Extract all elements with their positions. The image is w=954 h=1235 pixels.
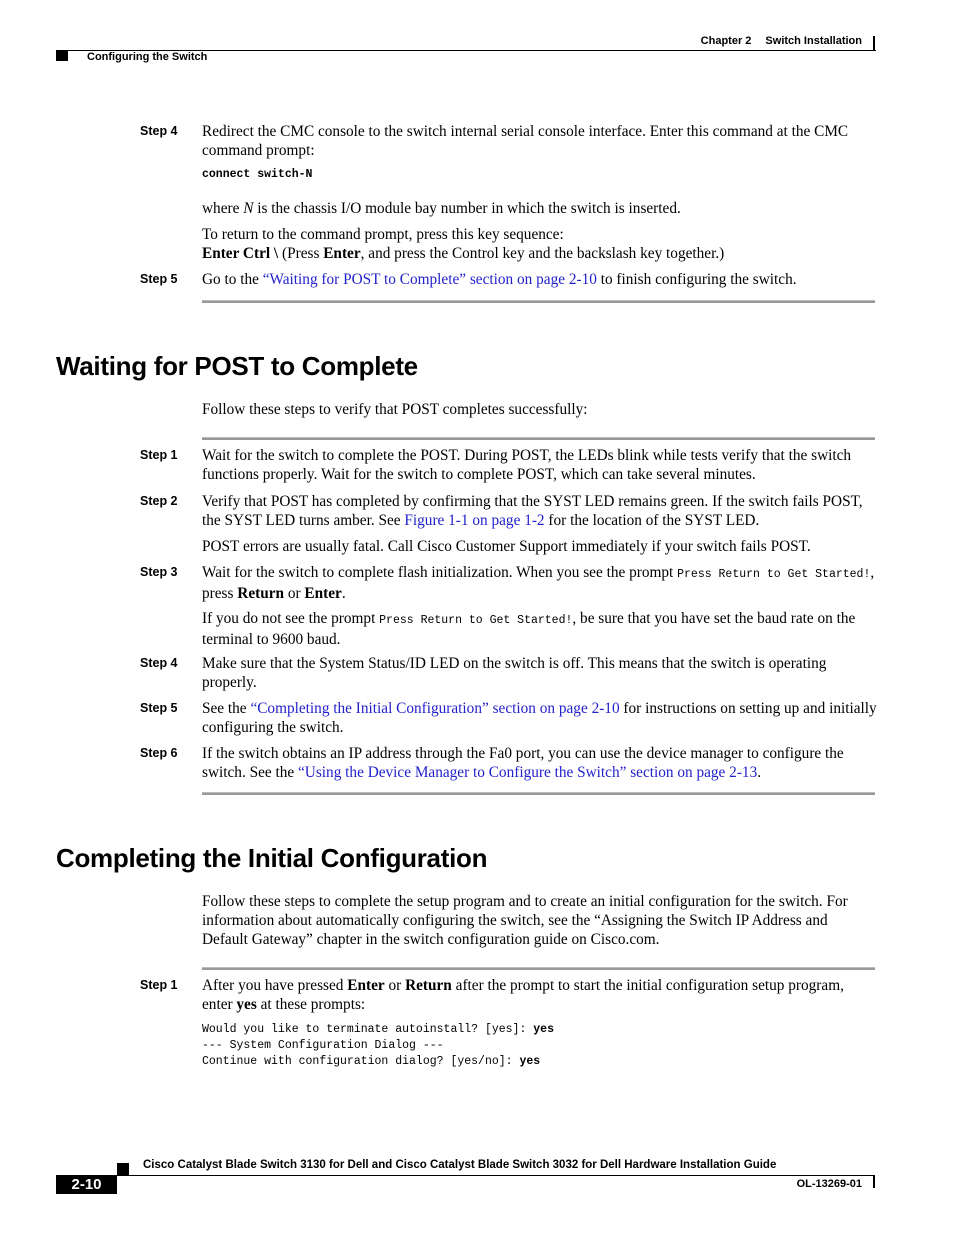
step-text: After you have pressed Enter or Return after the prompt to start the initial configuration setup program, enter yes at these prompts: — [202, 977, 844, 1013]
section-intro: Follow these steps to complete the setup program and to create an initial configuration for the switch. For information about automatically configuring the switch, see the “Assigning the Switch IP Address and Default Gateway” chapter in the switch configuration guide on Cisco.com. — [202, 893, 848, 948]
document-number: OL-13269-01 — [796, 1178, 862, 1190]
procedure-start-rule — [202, 437, 875, 440]
running-header — [687, 35, 862, 47]
step-label: Step 6 — [140, 746, 178, 760]
prompt-code-block: Would you like to terminate autoinstall? [yes]: yes --- System Configuration Dialog --- Continue with configuration dialog? [yes/no]: yes — [202, 1023, 554, 1068]
step-label: Step 4 — [140, 656, 178, 670]
step-text: See the “Completing the Initial Configuration” section on page 2-10 for instructions on setting up and initially configuring the switch. — [202, 700, 877, 736]
cross-reference-link[interactable]: “Waiting for POST to Complete” section on page 2-10 — [262, 271, 597, 288]
footer-book-title: Cisco Catalyst Blade Switch 3130 for Dell and Cisco Catalyst Blade Switch 3032 for Dell Hardware Installation Guide — [143, 1159, 777, 1171]
step-text: Make sure that the System Status/ID LED on the switch is off. This means that the switch is operating properly. — [202, 655, 827, 691]
step-label: Step 5 — [140, 701, 178, 715]
command-code: connect switch-N — [202, 168, 313, 181]
step-text: If the switch obtains an IP address through the Fa0 port, you can use the device manager to configure the switch. See the “Using the Device Manager to Configure the Switch” section on page 2-13. — [202, 745, 844, 781]
cross-reference-link[interactable]: “Completing the Initial Configuration” section on page 2-10 — [250, 700, 620, 717]
footer-rule-tick — [873, 1175, 875, 1188]
header-marker — [56, 51, 68, 61]
footer-rule — [117, 1175, 875, 1176]
step-note: To return to the command prompt, press this key sequence: Enter Ctrl \ (Press Enter, and press the Control key and the backslash key together.) — [202, 226, 725, 262]
chapter-number: Chapter 2 — [700, 35, 752, 47]
step-text: Go to the “Waiting for POST to Complete” section on page 2-10 to finish configuring the switch. — [202, 271, 797, 288]
section-heading: Completing the Initial Configuration — [56, 843, 488, 873]
figure-link[interactable]: Figure 1-1 on page 1-2 — [404, 512, 545, 529]
header-rule-tick — [873, 36, 875, 50]
step-text: Wait for the switch to complete the POST. During POST, the LEDs blink while tests verify that the switch functions properly. Wait for the switch to complete POST, which can take several minutes. — [202, 447, 852, 483]
step-label: Step 1 — [140, 448, 178, 462]
step-label: Step 4 — [140, 124, 178, 138]
step-note: POST errors are usually fatal. Call Cisco Customer Support immediately if your switch fails POST. — [202, 538, 811, 555]
procedure-start-rule — [202, 967, 875, 970]
step-label: Step 5 — [140, 272, 178, 286]
page-number: 2-10 — [56, 1175, 117, 1194]
step-text: Wait for the switch to complete flash initialization. When you see the prompt Press Return to Get Started!, press Return or Enter. — [202, 564, 875, 602]
section-heading: Waiting for POST to Complete — [56, 351, 418, 381]
procedure-end-rule — [202, 300, 875, 303]
cross-reference-link[interactable]: “Using the Device Manager to Configure the Switch” section on page 2-13 — [298, 764, 758, 781]
step-text: Redirect the CMC console to the switch internal serial console interface. Enter this command at the CMC command prompt: — [202, 123, 849, 159]
step-note: If you do not see the prompt Press Return to Get Started!, be sure that you have set the baud rate on the terminal to 9600 baud. — [202, 610, 856, 648]
footer-marker — [117, 1163, 129, 1175]
step-label: Step 3 — [140, 565, 178, 579]
step-label: Step 2 — [140, 494, 178, 508]
section-intro: Follow these steps to verify that POST completes successfully: — [202, 401, 588, 418]
procedure-end-rule — [202, 792, 875, 795]
section-header: Configuring the Switch — [87, 51, 208, 63]
step-label: Step 1 — [140, 978, 178, 992]
chapter-title: Switch Installation — [765, 35, 862, 47]
step-text: Verify that POST has completed by confirming that the SYST LED remains green. If the switch fails POST, the SYST LED turns amber. See Figure 1-1 on page 1-2 for the location of the SYST LED. — [202, 493, 863, 529]
step-note: where N is the chassis I/O module bay number in which the switch is inserted. — [202, 200, 681, 217]
